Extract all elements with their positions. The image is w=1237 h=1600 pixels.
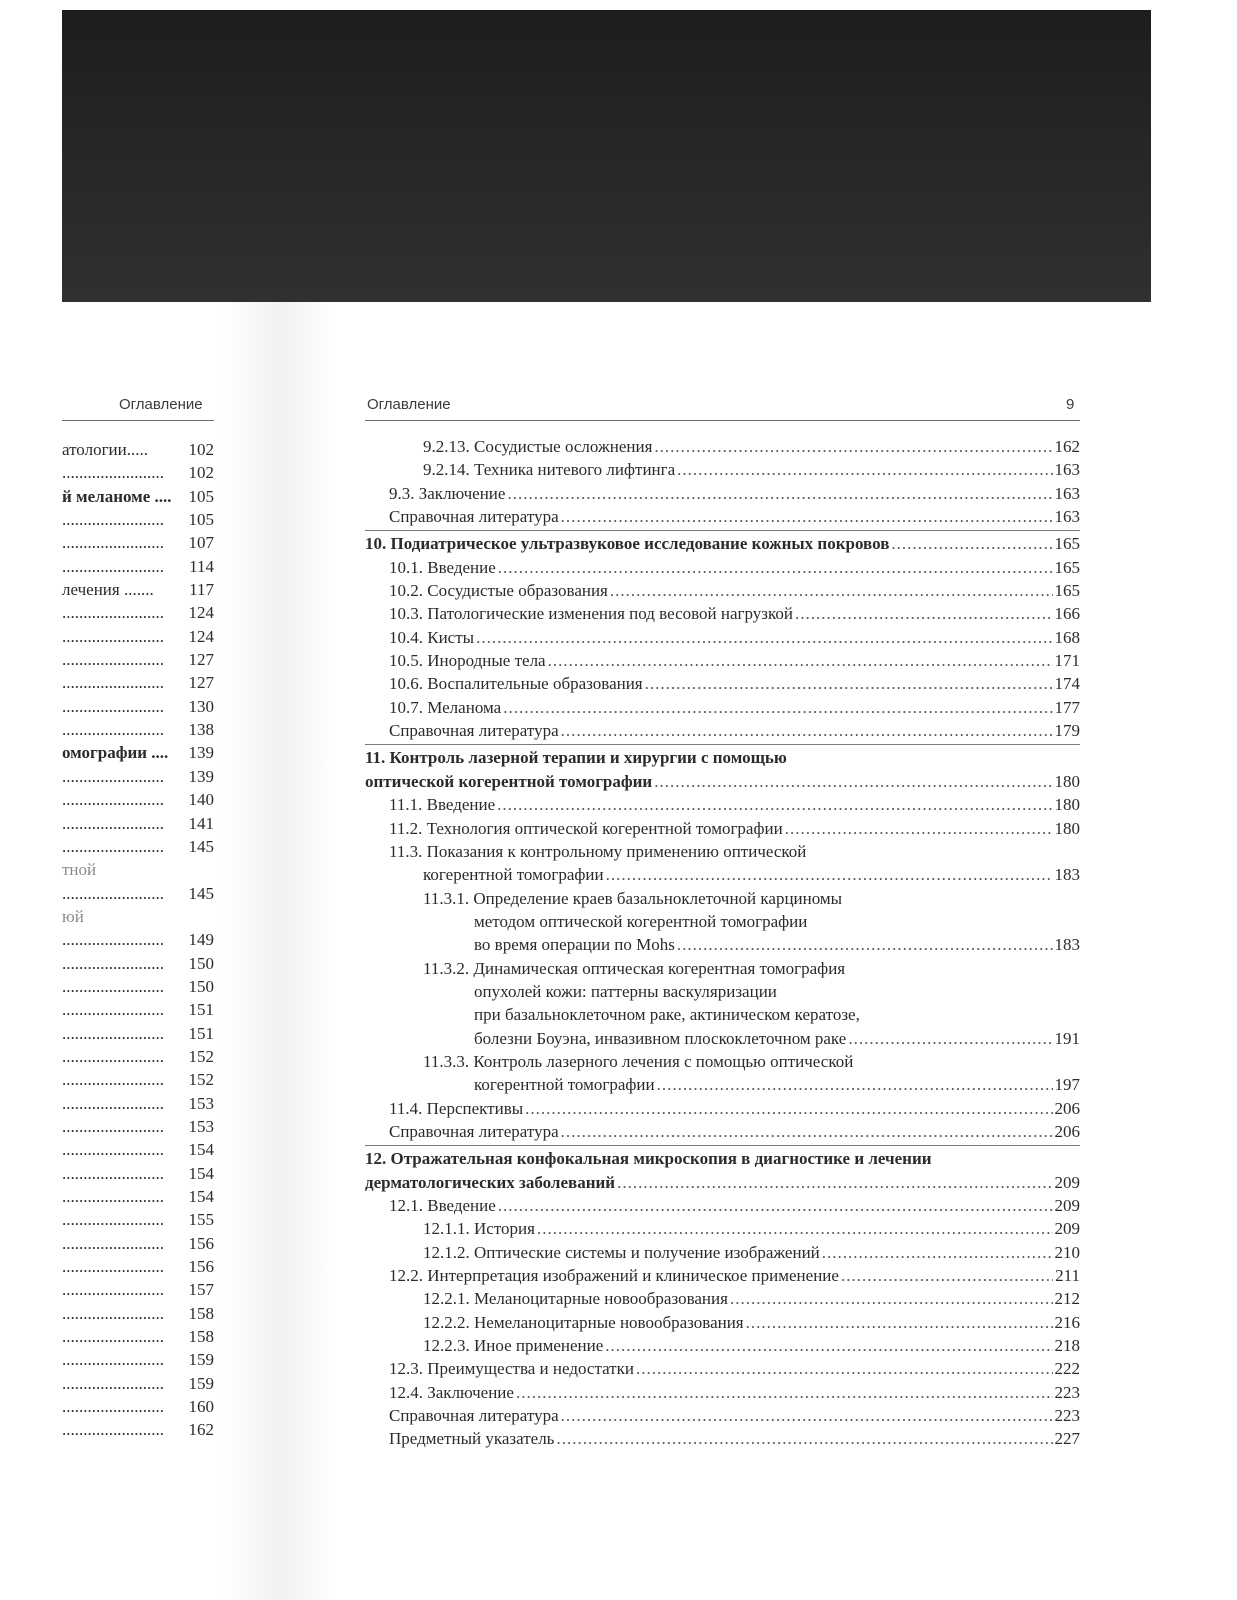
left-toc-row-text: ........................ [62, 1163, 164, 1183]
left-page-toc [62, 438, 214, 1442]
toc-page-number: 209 [1054, 1219, 1080, 1239]
toc-page-number: 209 [1054, 1196, 1080, 1215]
toc-entry-line2: методом оптической когерентной томографии [474, 911, 808, 931]
toc-entry[interactable] [365, 1073, 1080, 1096]
toc-list [365, 435, 1080, 1451]
toc-page-number: 177 [1054, 697, 1080, 717]
left-toc-row[interactable] [62, 625, 214, 648]
toc-page-number: 212 [1054, 1289, 1080, 1309]
left-toc-row-text: ........................ [62, 1350, 164, 1370]
dot-leader [561, 719, 1053, 742]
toc-entry[interactable] [365, 1334, 1080, 1357]
dot-leader [848, 1027, 1052, 1050]
left-toc-row-text: юй [62, 906, 84, 926]
left-toc-row[interactable] [62, 998, 214, 1021]
left-toc-row[interactable] [62, 555, 214, 578]
dot-leader [525, 1097, 1052, 1120]
left-toc-row[interactable] [62, 531, 214, 554]
left-toc-row[interactable] [62, 975, 214, 998]
toc-entry-line1[interactable]: 11.3.2. Динамическая оптическая когерентная томография [423, 958, 846, 978]
left-toc-page-number: 105 [188, 486, 214, 506]
left-toc-row[interactable] [62, 1255, 214, 1278]
toc-entry[interactable] [365, 1287, 1080, 1310]
left-toc-row-text: ........................ [62, 1093, 164, 1113]
left-toc-page-number: 156 [188, 1257, 214, 1277]
left-toc-page-number: 154 [188, 1163, 214, 1183]
toc-page-number: 206 [1054, 1121, 1080, 1141]
left-toc-page-number: 150 [188, 953, 214, 973]
dot-leader [497, 793, 1052, 816]
left-toc-row-text: ........................ [62, 1257, 164, 1277]
left-toc-row-text: ........................ [62, 1046, 164, 1066]
toc-page-number: 209 [1054, 1172, 1080, 1192]
toc-entry-title: 12.2.3. Иное применение [423, 1336, 604, 1356]
toc-entry-title: 10.1. Введение [389, 557, 496, 577]
left-toc-row-text: ........................ [62, 1210, 164, 1230]
left-toc-row-text: омографии .... [62, 743, 169, 763]
toc-entry-title: Справочная литература [389, 507, 559, 527]
left-toc-row-text: ........................ [62, 696, 164, 716]
left-toc-row-text: ........................ [62, 883, 164, 903]
left-toc-page-number: 159 [188, 1373, 214, 1393]
left-toc-row-text: ........................ [62, 1303, 164, 1323]
toc-entry[interactable] [365, 579, 1080, 602]
toc-entry-title: 11.4. Перспективы [389, 1098, 524, 1118]
dot-leader [654, 770, 1052, 793]
toc-page-number: 166 [1054, 604, 1080, 624]
left-toc-row[interactable] [62, 461, 214, 484]
toc-chapter-10[interactable] [365, 532, 1080, 555]
toc-entry-title: 9.3. Заключение [389, 483, 506, 503]
toc-entry[interactable] [365, 696, 1080, 719]
top-dark-banner [62, 10, 1151, 302]
left-toc-row-text: ........................ [62, 813, 164, 833]
left-toc-page-number: 141 [188, 813, 214, 833]
left-toc-row-text: ........................ [62, 603, 164, 623]
right-head-rule [365, 420, 1080, 421]
chapter-separator [365, 530, 1080, 531]
dot-leader [746, 1311, 1053, 1334]
toc-entry[interactable] [365, 817, 1080, 840]
toc-entry-title: 10.7. Меланома [389, 697, 502, 717]
dot-leader [548, 649, 1053, 672]
left-toc-page-number: 127 [188, 650, 214, 670]
left-toc-page-number: 139 [188, 743, 214, 763]
left-toc-page-number: 158 [188, 1327, 214, 1347]
toc-page-number: 180 [1054, 795, 1080, 815]
toc-entry-title: Справочная литература [389, 1406, 559, 1426]
left-toc-row[interactable] [62, 1372, 214, 1395]
toc-page-number: 179 [1054, 721, 1080, 741]
left-toc-row-text: ........................ [62, 953, 164, 973]
left-toc-page-number: 153 [188, 1116, 214, 1136]
left-toc-row-text: лечения ....... [62, 580, 154, 600]
toc-page-number: 183 [1054, 865, 1080, 885]
toc-entry-title: 12.2.2. Немеланоцитарные новообразования [423, 1312, 744, 1332]
toc-page-number: 216 [1054, 1312, 1080, 1332]
left-toc-row-text: ........................ [62, 1187, 164, 1206]
toc-entry-title: 10.5. Инородные тела [389, 651, 546, 671]
left-toc-row[interactable] [62, 1302, 214, 1325]
left-toc-row-text: атологии..... [62, 440, 148, 459]
toc-entry-title: 11.2. Технология оптической когерентной томографии [389, 818, 783, 838]
toc-entry-title: 9.2.14. Техника нитевого лифтинга [423, 460, 676, 480]
left-toc-row-text: ........................ [62, 836, 164, 856]
dot-leader [677, 933, 1053, 956]
left-toc-row-text: ........................ [62, 463, 164, 483]
toc-entry[interactable] [365, 1381, 1080, 1404]
toc-chapter-11-line1[interactable]: 11. Контроль лазерной терапии и хирургии с помощью [365, 748, 787, 768]
toc-page-number: 165 [1054, 557, 1080, 577]
left-toc-row[interactable] [62, 1138, 214, 1161]
left-toc-row[interactable] [62, 695, 214, 718]
dot-leader [645, 672, 1053, 695]
left-toc-row[interactable] [62, 1068, 214, 1091]
dot-leader [677, 458, 1052, 481]
left-toc-row[interactable] [62, 485, 214, 508]
toc-entry-title: когерентной томографии [423, 865, 604, 885]
toc-entry-references[interactable] [365, 719, 1080, 742]
toc-entry-line3: при базальноклеточном раке, актиническом кератозе, [474, 1005, 860, 1025]
left-toc-row[interactable] [62, 1162, 214, 1185]
left-toc-row-text: ........................ [62, 1420, 164, 1440]
toc-page-number: 183 [1054, 935, 1080, 955]
toc-entry[interactable] [365, 672, 1080, 695]
left-toc-page-number: 138 [188, 720, 214, 740]
toc-entry-title: 11.1. Введение [389, 795, 496, 815]
toc-entry-title: 12.3. Преимущества и недостатки [389, 1359, 634, 1379]
left-toc-page-number: 150 [188, 976, 214, 996]
toc-page-number: 206 [1054, 1098, 1080, 1118]
left-toc-row[interactable] [62, 1045, 214, 1068]
left-toc-row[interactable] [62, 578, 214, 601]
left-toc-row[interactable] [62, 812, 214, 835]
left-toc-row[interactable] [62, 1092, 214, 1115]
toc-entry-title: 10.4. Кисты [389, 627, 475, 647]
left-toc-row-text: ........................ [62, 1233, 164, 1253]
toc-page-number: 180 [1054, 818, 1080, 838]
left-toc-row-text: ........................ [62, 1280, 164, 1300]
toc-entry[interactable] [365, 1241, 1080, 1264]
left-toc-row-text: й меланоме .... [62, 486, 172, 506]
left-toc-page-number [212, 858, 214, 881]
toc-page-number: 163 [1054, 507, 1080, 527]
dot-leader [561, 505, 1053, 528]
toc-entry-title: 12.4. Заключение [389, 1382, 514, 1402]
left-toc-row[interactable] [62, 1348, 214, 1371]
left-toc-row[interactable] [62, 788, 214, 811]
left-toc-row[interactable] [62, 1325, 214, 1348]
left-toc-row[interactable] [62, 438, 214, 461]
toc-page-number: 210 [1054, 1242, 1080, 1262]
left-toc-row[interactable] [62, 1418, 214, 1441]
left-toc-row[interactable] [62, 671, 214, 694]
toc-page-number: 223 [1054, 1406, 1080, 1426]
right-running-head: Оглавление [367, 396, 451, 413]
left-toc-row[interactable] [62, 1115, 214, 1138]
left-toc-page-number: 130 [188, 696, 214, 716]
left-toc-row-text: ........................ [62, 1327, 164, 1347]
toc-entry-title: болезни Боуэна, инвазивном плоскоклеточном раке [474, 1028, 847, 1048]
left-toc-row-text: ........................ [62, 1373, 164, 1393]
toc-page-number: 171 [1054, 651, 1080, 671]
toc-entry[interactable] [365, 1311, 1080, 1334]
toc-chapter-title: дерматологических заболеваний [365, 1172, 616, 1192]
left-toc-page-number: 152 [188, 1046, 214, 1066]
left-toc-row[interactable] [62, 858, 214, 881]
left-toc-row-text: ........................ [62, 673, 164, 693]
dot-leader [795, 602, 1053, 625]
toc-entry-line2: опухолей кожи: паттерны васкуляризации [474, 981, 777, 1001]
left-toc-row-text: ........................ [62, 556, 164, 576]
left-toc-page-number: 114 [189, 556, 214, 576]
toc-entry-index[interactable] [365, 1427, 1080, 1450]
toc-entry[interactable] [365, 602, 1080, 625]
toc-chapter-12-line1[interactable]: 12. Отражательная конфокальная микроскопия в диагностике и лечении [365, 1149, 932, 1169]
dot-leader [516, 1381, 1053, 1404]
toc-page-number: 180 [1054, 771, 1080, 791]
chapter-separator [365, 744, 1080, 745]
left-toc-row-text: ........................ [62, 976, 164, 996]
left-toc-row[interactable] [62, 905, 214, 928]
left-toc-row-text: ........................ [62, 930, 164, 950]
left-toc-page-number: 156 [188, 1233, 214, 1253]
left-running-head: Оглавление [119, 396, 203, 413]
toc-entry-title: Справочная литература [389, 1121, 559, 1141]
toc-entry[interactable] [365, 1194, 1080, 1217]
toc-entry-title: 12.2. Интерпретация изображений и клиническое применение [389, 1266, 839, 1286]
toc-entry-line1[interactable]: 11.3.3. Контроль лазерного лечения с помощью оптической [423, 1051, 854, 1071]
toc-entry[interactable] [365, 435, 1080, 458]
toc-entry[interactable] [365, 1357, 1080, 1380]
toc-entry-title: 12.1.1. История [423, 1219, 535, 1239]
toc-entry-references[interactable] [365, 505, 1080, 528]
toc-entry[interactable] [365, 556, 1080, 579]
left-toc-row-text: ........................ [62, 1000, 164, 1020]
toc-page-number: 163 [1054, 460, 1080, 480]
toc-entry-title: Предметный указатель [389, 1429, 555, 1449]
toc-page-number: 174 [1054, 674, 1080, 694]
left-toc-page-number: 124 [188, 626, 214, 646]
left-toc-page-number: 102 [188, 463, 214, 483]
dot-leader [605, 1334, 1052, 1357]
left-toc-page-number: 149 [188, 930, 214, 950]
toc-entry-line1[interactable]: 11.3.1. Определение краев базальноклеточной карциномы [423, 888, 843, 908]
left-toc-row[interactable] [62, 1278, 214, 1301]
left-toc-row[interactable] [62, 928, 214, 951]
left-toc-page-number: 157 [188, 1280, 214, 1300]
left-toc-row-text: ........................ [62, 533, 164, 553]
left-toc-row-text: ........................ [62, 650, 164, 670]
left-toc-row-text: ........................ [62, 766, 164, 786]
left-toc-page-number [212, 905, 214, 928]
left-toc-page-number: 159 [188, 1350, 214, 1370]
toc-chapter-12[interactable] [365, 1171, 1080, 1194]
toc-page-number: 227 [1054, 1429, 1080, 1449]
left-toc-row[interactable] [62, 765, 214, 788]
left-toc-row[interactable] [62, 1395, 214, 1418]
toc-entry[interactable] [365, 1264, 1080, 1287]
toc-entry-title: 10.6. Воспалительные образования [389, 674, 643, 694]
toc-page-number: 168 [1054, 627, 1080, 647]
left-head-rule [62, 420, 214, 421]
left-toc-row[interactable] [62, 1185, 214, 1208]
left-toc-page-number: 117 [189, 580, 214, 600]
left-toc-row[interactable] [62, 835, 214, 858]
toc-page-number: 191 [1054, 1028, 1080, 1048]
left-toc-row-text: ........................ [62, 1023, 164, 1043]
toc-entry-title: 10.2. Сосудистые образования [389, 581, 608, 601]
toc-page-number: 197 [1054, 1075, 1080, 1095]
left-toc-page-number: 158 [188, 1303, 214, 1323]
left-toc-row-text: ........................ [62, 790, 164, 810]
left-toc-page-number: 154 [188, 1187, 214, 1206]
left-toc-row-text: ........................ [62, 1140, 164, 1160]
left-toc-row[interactable] [62, 1208, 214, 1231]
book-spine-shadow [222, 302, 332, 1600]
left-toc-page-number: 151 [188, 1000, 214, 1020]
dot-leader [891, 532, 1052, 555]
toc-entry-title: 12.1. Введение [389, 1196, 496, 1215]
left-toc-row[interactable] [62, 1232, 214, 1255]
left-toc-row[interactable] [62, 741, 214, 764]
left-toc-row-text: ........................ [62, 1070, 164, 1090]
left-toc-page-number: 160 [188, 1397, 214, 1417]
left-toc-page-number: 162 [188, 1420, 214, 1440]
left-toc-page-number: 152 [188, 1070, 214, 1090]
left-toc-row-text: тной [62, 860, 97, 880]
left-toc-page-number: 107 [188, 533, 214, 553]
dot-leader [636, 1357, 1053, 1380]
toc-entry-title: 12.1.2. Оптические системы и получение изображений [423, 1242, 820, 1262]
dot-leader [606, 863, 1053, 886]
left-toc-page-number: 105 [188, 510, 214, 530]
dot-leader [561, 1120, 1053, 1143]
left-toc-row[interactable] [62, 648, 214, 671]
page-number: 9 [1066, 396, 1075, 413]
toc-entry-references[interactable] [365, 1404, 1080, 1427]
toc-entry[interactable] [365, 933, 1080, 956]
toc-page-number: 218 [1054, 1336, 1080, 1356]
toc-entry-title: 9.2.13. Сосудистые осложнения [423, 437, 653, 456]
left-toc-row[interactable] [62, 601, 214, 624]
toc-entry[interactable] [365, 649, 1080, 672]
toc-chapter-title: оптической когерентной томографии [365, 771, 653, 791]
toc-page-number: 223 [1054, 1382, 1080, 1402]
toc-entry[interactable] [365, 458, 1080, 481]
left-toc-page-number: 127 [188, 673, 214, 693]
toc-page-number: 162 [1054, 437, 1080, 456]
left-toc-row[interactable] [62, 882, 214, 905]
left-toc-row[interactable] [62, 718, 214, 741]
dot-leader [537, 1217, 1053, 1240]
left-toc-page-number: 145 [188, 836, 214, 856]
dot-leader [730, 1287, 1053, 1310]
dot-leader [556, 1427, 1052, 1450]
dot-leader [841, 1264, 1053, 1287]
dot-leader [503, 696, 1052, 719]
toc-page-number: 211 [1055, 1266, 1080, 1286]
dot-leader [785, 817, 1053, 840]
toc-page-number: 163 [1054, 483, 1080, 503]
toc-entry-title: Справочная литература [389, 721, 559, 741]
dot-leader [507, 482, 1052, 505]
toc-entry[interactable] [365, 1027, 1080, 1050]
toc-entry[interactable] [365, 863, 1080, 886]
toc-entry[interactable] [365, 1097, 1080, 1120]
left-toc-page-number: 154 [188, 1140, 214, 1160]
toc-page-number: 222 [1054, 1359, 1080, 1379]
toc-entry[interactable] [365, 626, 1080, 649]
toc-chapter-11[interactable] [365, 770, 1080, 793]
left-toc-row[interactable] [62, 1022, 214, 1045]
chapter-separator [365, 1145, 1080, 1146]
toc-page-number: 165 [1054, 534, 1080, 554]
left-toc-page-number: 139 [188, 766, 214, 786]
toc-page-number: 165 [1054, 581, 1080, 601]
left-toc-page-number: 102 [188, 440, 214, 459]
toc-entry[interactable] [365, 1217, 1080, 1240]
left-toc-row[interactable] [62, 952, 214, 975]
left-toc-page-number: 151 [188, 1023, 214, 1043]
toc-entry-references[interactable] [365, 1120, 1080, 1143]
toc-entry-title: 10.3. Патологические изменения под весовой нагрузкой [389, 604, 793, 624]
left-toc-row-text: ........................ [62, 1397, 164, 1417]
dot-leader [561, 1404, 1053, 1427]
dot-leader [822, 1241, 1053, 1264]
dot-leader [610, 579, 1053, 602]
toc-entry-title: 12.2.1. Меланоцитарные новообразования [423, 1289, 728, 1309]
left-toc-row[interactable] [62, 508, 214, 531]
dot-leader [654, 435, 1052, 458]
left-toc-page-number: 145 [188, 883, 214, 903]
left-toc-page-number: 124 [188, 603, 214, 623]
dot-leader [498, 1194, 1053, 1217]
left-toc-page-number: 140 [188, 790, 214, 810]
dot-leader [657, 1073, 1053, 1096]
dot-leader [617, 1171, 1052, 1194]
left-toc-row-text: ........................ [62, 510, 164, 530]
toc-entry-line1[interactable]: 11.3. Показания к контрольному применению оптической [389, 841, 807, 861]
toc-entry[interactable] [365, 793, 1080, 816]
toc-entry-title: когерентной томографии [474, 1075, 655, 1095]
dot-leader [498, 556, 1053, 579]
toc-entry[interactable] [365, 482, 1080, 505]
dot-leader [476, 626, 1052, 649]
toc-entry-title: во время операции по Mohs [474, 935, 675, 955]
left-toc-row-text: ........................ [62, 626, 164, 646]
toc-chapter-title: 10. Подиатрическое ультразвуковое исследование кожных покровов [365, 534, 890, 554]
left-toc-row-text: ........................ [62, 1116, 164, 1136]
left-toc-page-number: 155 [188, 1210, 214, 1230]
left-toc-row-text: ........................ [62, 720, 164, 740]
left-toc-page-number: 153 [188, 1093, 214, 1113]
